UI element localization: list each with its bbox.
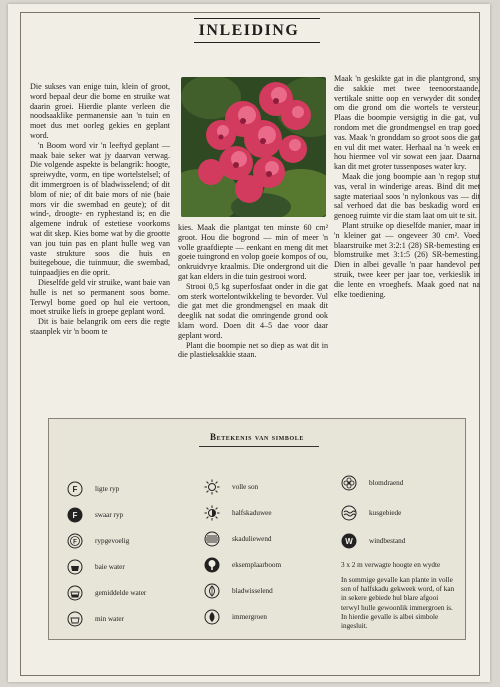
heavy-frost-icon <box>67 507 83 523</box>
legend-item-coastal <box>341 505 481 521</box>
paragraph: Dit is baie belangrik om eers die regte staanplek vir 'n boom te <box>30 317 170 336</box>
berries-icon <box>341 505 357 521</box>
legend-label: ligte ryp <box>95 485 120 493</box>
text-column-3 <box>334 74 480 299</box>
legend-item-average-water <box>67 585 207 601</box>
specimen-icon <box>204 557 220 573</box>
much-water-icon <box>67 559 83 575</box>
legend-item-shade-loving <box>204 531 344 547</box>
paragraph: Dieselfde geld vir struike, want baie van hulle is net so permanent soos bome. Terwyl bome goed op hul eie vertoon, moet struike liefs in groepe geplant word. <box>30 277 170 317</box>
average-water-icon <box>67 585 83 601</box>
legend-item-heavy-frost <box>67 507 207 523</box>
paragraph: Maak die jong boompie aan 'n regop stut vas, veral in winderige areas. Bind dit met sagte materiaal soos 'n nylonkous vas — dit sal verhoed dat die bas beskadig word en genoeg ruimte vir die stam laat om uit te sit. <box>334 171 480 221</box>
legend-label: eksemplaarboom <box>232 561 282 569</box>
legend-label: windbestand <box>369 537 406 545</box>
symbol-legend <box>48 418 466 640</box>
svg-text:F: F <box>72 511 78 521</box>
text-column-2 <box>178 223 328 360</box>
legend-item-flowering <box>341 475 481 491</box>
paragraph: Strooi 0,5 kg superfosfaat onder in die gat om sterk wortelontwikkeling te bevorder. Vul die gat met die grondmengsel en maak dit deeglik nat sodat die omringende grond ook klam word. Doen dit 4–5 dae voor daar geplant word. <box>178 281 328 340</box>
legend-label: swaar ryp <box>95 511 124 519</box>
legend-item-deciduous <box>204 583 344 599</box>
half-shade-icon <box>204 505 220 521</box>
legend-label: rypgevoelig <box>95 537 130 545</box>
paragraph: Plant struike op dieselfde manier, maar in 'n kleiner gat — ongeveer 30 cm². Voed blaarstruike met 3:2:1 (28) SR-bemesting en blomstruike met 3:1:5 (26) SR-bemesting. Dien in albei gevalle 'n paar handevol per struik, twee keer per jaar toe, verkieslik in die lente en vroeghefs. Maak goed nat na elke toediening. <box>334 220 480 299</box>
frost-sensitive-icon <box>67 533 83 549</box>
legend-item-little-water <box>67 611 207 627</box>
svg-text:F: F <box>73 539 77 546</box>
flowering-icon <box>341 475 357 491</box>
legend-label: halfskaduwee <box>232 509 272 517</box>
title-rule-bottom <box>194 42 320 43</box>
paragraph: kies. Maak die plantgat ten minste 60 cm² groot. Hou die bogrond — min of meer 'n volle graafdiepte — eenkant en meng dit met goeie tuingrond en volop goeie kompos of ou, onkruidvrye kraalmis. Die ondergrond uit die gat kan elders in die tuin gestrooi word. <box>178 223 328 281</box>
legend-item-frost-sensitive <box>67 533 207 549</box>
legend-item-full-sun <box>204 479 344 495</box>
size-note: 3 x 2 m verwagte hoogte en wydte <box>341 561 441 569</box>
legend-label: volle son <box>232 483 259 491</box>
legend-item-wind-resistant <box>341 533 481 549</box>
legend-label: kusgebiede <box>369 509 402 517</box>
legend-item-light-frost <box>67 481 207 497</box>
text-column-1 <box>30 82 170 337</box>
legend-item-specimen-tree <box>204 557 344 573</box>
little-water-icon <box>67 611 83 627</box>
legend-item-evergreen <box>204 609 344 625</box>
wind-resistant-icon <box>341 533 357 549</box>
legend-label: baie water <box>95 563 125 571</box>
svg-text:F: F <box>72 485 78 494</box>
legend-item-much-water <box>67 559 207 575</box>
page-title: INLEIDING <box>198 22 300 39</box>
title-rule-top <box>194 18 320 19</box>
paragraph: 'n Boom word vir 'n leeftyd geplant — maak baie seker wat jy daarvan verwag. Die volgende aspekte is belangrik: hoogte, spreiwydte, vorm, en tipe wortelstelsel; of dit immergroen is of bladwisselend; of dit blom of nie; of dit baie mors of nie (baie mors vir die swembad en geute); of dit wind-, droogte- en ryphestand is; en die algemene indruk of estetiese voorkoms wat dit skep. Kies bome wat by die grootte van jou tuin pas en plant hulle weg van vaste strukture soos die huis en buitegeboue, die tuinmuur, die swembad, tuinpaadjies en die oprit. <box>30 140 170 278</box>
geranium-photo <box>181 77 326 217</box>
legend-label: gemiddelde water <box>95 589 147 597</box>
legend-item-half-shade <box>204 505 344 521</box>
full-sun-icon <box>204 479 220 495</box>
geranium-flower-image <box>181 77 326 217</box>
evergreen-icon <box>204 609 220 625</box>
light-frost-icon <box>67 481 83 497</box>
legend-label: min water <box>95 615 124 623</box>
legend-label: blomdraend <box>369 479 404 487</box>
legend-footnote: In sommige gevalle kan plante in volle son of halfskadu gekweek word, of kan in sekere gebiede hul blare afgooi terwyl hulle gewoonlik immergroen is. In hierdie gevalle is albei simbole ingesluit. <box>341 576 455 631</box>
page <box>8 4 490 682</box>
legend-label: immergroen <box>232 613 267 621</box>
legend-label: skaduliewend <box>232 535 272 543</box>
legend-label: bladwisselend <box>232 587 273 595</box>
svg-text:W: W <box>345 537 353 547</box>
paragraph: Maak 'n geskikte gat in die plantgrond, sny die sakkie met twee teenoorstaande, vertikale snitte oop en verwyder dit sonder om die grond om die wortels te versteur. Plaas die boompie versigtig in die gat, vul rondom met die grondmengsel en trap goed vas. Maak 'n gronddam so groot soos die gat en vul dit met water. Herhaal na 'n week en hou hiermee vol vir sowat een jaar. Daarna kan dit met groter tussenposes water kry. <box>334 74 480 172</box>
deciduous-icon <box>204 583 220 599</box>
legend-title-rule <box>199 446 319 447</box>
paragraph: Die sukses van enige tuin, klein of groot, word bepaal deur die bome en struike wat daarin groei. Hierdie plante verleen die noodsaaklike permanensie aan 'n tuin en moet dus met oorleg gekies en geplant word. <box>30 82 170 140</box>
legend-title: Betekenis van simbole <box>209 432 305 442</box>
shade-loving-icon <box>204 531 220 547</box>
paragraph: Plant die boompie net so diep as wat dit in die plastieksakkie staan. <box>178 340 328 360</box>
